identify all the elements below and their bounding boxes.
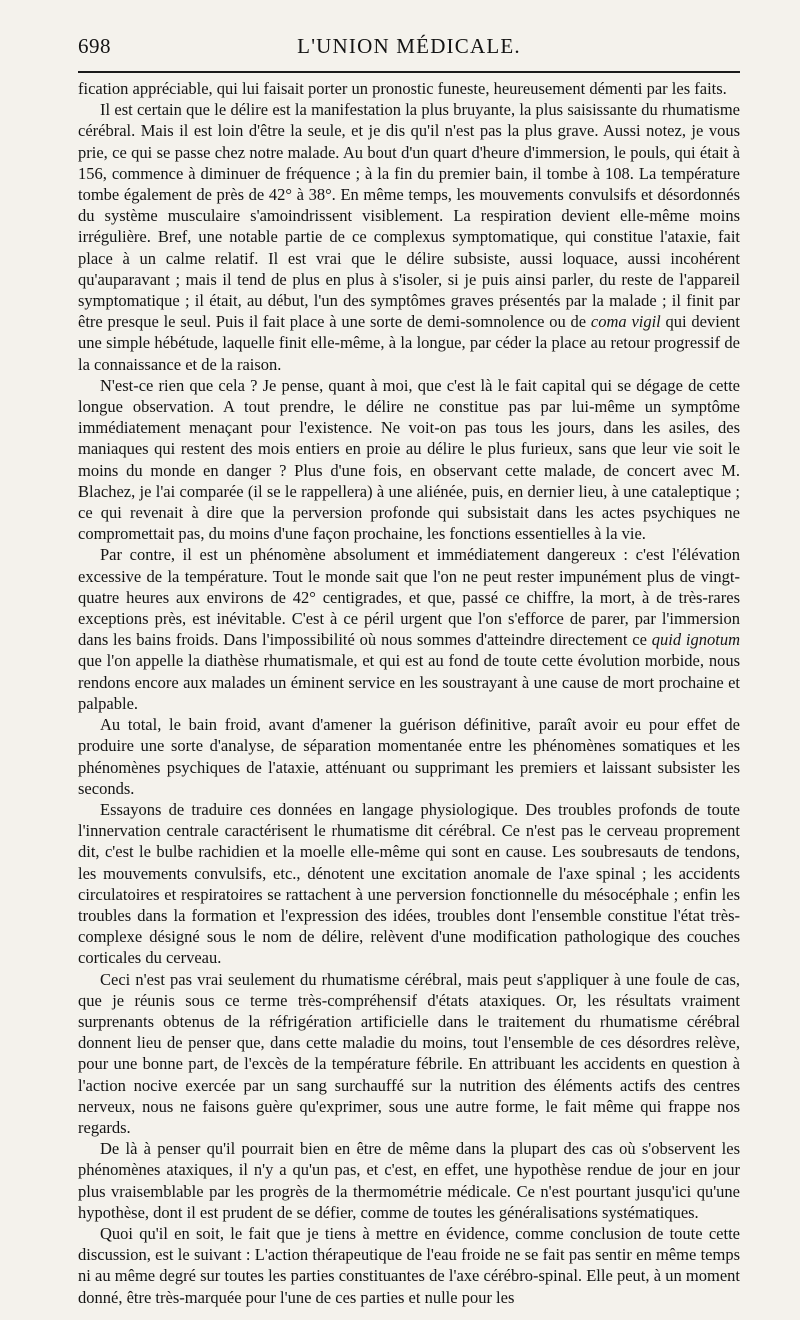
paragraph-text: Par contre, il est un phénomène absolument et immédiatement dangereux : c'est l'élévation excessive de la température. Tout le monde sait que l'on ne peut rester impunément plus de vingt-quatre heures aux environs de 42° centigrades, et que, passé ce chiffre, la mort, à de très-rares exceptions près, est inévitable. C'est à ce péril urgent que l'on s'efforce de parer, par l'immersion dans les bains froids. Dans l'impossibilité où nous sommes d'atteindre directement ce bbox=[78, 545, 740, 650]
italic-term: coma vigil bbox=[590, 312, 661, 332]
paragraph bbox=[78, 1138, 740, 1223]
header-rule bbox=[78, 71, 740, 73]
paragraph bbox=[78, 1223, 740, 1308]
body-text bbox=[78, 78, 740, 1308]
italic-term: quid ignotum bbox=[651, 630, 741, 650]
paragraph bbox=[78, 799, 740, 969]
paragraph-text: fication appréciable, qui lui faisait porter un pronostic funeste, heureusement démenti par les faits. bbox=[78, 79, 727, 98]
paragraph bbox=[78, 375, 740, 545]
paragraph bbox=[78, 714, 740, 799]
paragraph-text: qui devient une simple hébétude, laquelle finit elle-même, à la longue, par céder la place au retour progressif de la connaissance et de la raison. bbox=[78, 312, 740, 374]
paragraph-text: Quoi qu'il en soit, le fait que je tiens à mettre en évidence, comme conclusion de toute cette discussion, est le suivant : L'action thérapeutique de l'eau froide ne se fait pas sentir en même temps ni au même degré sur toutes les parties constituantes de l'axe cérébro-spinal. Elle peut, à un moment donné, être très-marquée pour l'une de ces parties et nulle pour les bbox=[78, 1223, 740, 1307]
page-header bbox=[78, 34, 740, 64]
paragraph-text: que l'on appelle la diathèse rhumatismale, et qui est au fond de toute cette évolution morbide, nous rendons encore aux malades un éminent service en les soustrayant à une cause de mort prochaine et palpable. bbox=[78, 651, 740, 713]
paragraph bbox=[78, 99, 740, 375]
paragraph bbox=[78, 544, 740, 714]
paragraph-text: De là à penser qu'il pourrait bien en être de même dans la plupart des cas où s'observent les phénomènes ataxiques, il n'y a qu'un pas, et c'est, en effet, une hypothèse rendue de jour en jour plus vraisemblable par les progrès de la thermométrie médicale. Ce n'est pourtant jusqu'ici qu'une hypothèse, dont il est prudent de se défier, comme de toutes les généralisations systématiques. bbox=[78, 1139, 740, 1222]
paragraph-text: Essayons de traduire ces données en langage physiologique. Des troubles profonds de toute l'innervation centrale caractérisent le rhumatisme dit cérébral. Ce n'est pas le cerveau proprement dit, c'est le bulbe rachidien et la moelle elle-même qui sont en cause. Les soubresauts de tendons, les mouvements convulsifs, etc., dénotent une excitation anomale de l'axe spinal ; les accidents circulatoires et respiratoires se rattachent à une perversion fonctionnelle du mésocéphale ; enfin les troubles dans la formation et l'expression des idées, troubles dont l'ensemble constitue l'état très-complexe désigné sous le nom de délire, relèvent d'une modification pathologique des couches corticales du cerveau. bbox=[78, 799, 740, 968]
paragraph bbox=[78, 78, 740, 99]
paragraph bbox=[78, 969, 740, 1139]
journal-title: L'UNION MÉDICALE. bbox=[297, 34, 521, 58]
page-number: 698 bbox=[78, 34, 111, 58]
paragraph-text: Au total, le bain froid, avant d'amener la guérison définitive, paraît avoir eu pour effet de produire une sorte d'analyse, de séparation momentanée entre les phénomènes somatiques et les phénomènes psychiques de l'ataxie, atténuant ou supprimant les premiers et laissant subsister les seconds. bbox=[78, 715, 740, 798]
paragraph-text: Il est certain que le délire est la manifestation la plus bruyante, la plus saisissante du rhumatisme cérébral. Mais il est loin d'être la seule, et je dis qu'il n'est pas la plus grave. Aussi notez, je vous prie, ce qui se passe chez notre malade. Au bout d'un quart d'heure d'immersion, le pouls, qui était à 156, commence à diminuer de fréquence ; à la fin du premier bain, il tombe à 108. La température tombe également de près de 42° à 38°. En même temps, les mouvements convulsifs et désordonnés du système musculaire s'amoindrissent visiblement. La respiration devient elle-même moins irrégulière. Bref, une notable partie de ce complexus symptomatique, qui constitue l'ataxie, fait place à un calme relatif. Il est vrai que le délire subsiste, aussi loquace, aussi incohérent qu'auparavant ; mais il tend de plus en plus à s'isoler, si je puis ainsi parler, du reste de l'appareil symptomatique ; il était, au début, l'un des symptômes graves présentés par la malade ; il finit par être presque le seul. Puis il fait place à une sorte de demi-somnolence ou de bbox=[78, 100, 740, 332]
paragraph-text: N'est-ce rien que cela ? Je pense, quant à moi, que c'est là le fait capital qui se dégage de cette longue observation. A tout prendre, le délire ne constitue pas par lui-même un symptôme immédiatement menaçant pour l'existence. Ne voit-on pas tous les jours, dans les asiles, des maniaques qui restent des mois entiers en proie au délire le plus furieux, sans que leur vie soit le moins du monde en danger ? Plus d'une fois, en observant cette malade, de concert avec M. Blachez, je l'ai comparée (il se le rappellera) à une aliénée, puis, en dernier lieu, à une cataleptique ; ce qui revenait à dire que la perversion profonde qui subsistait dans les actes psychiques ne compromettait pas, du moins d'une façon prochaine, les fonctions essentielles à la vie. bbox=[78, 375, 740, 544]
paragraph-text: Ceci n'est pas vrai seulement du rhumatisme cérébral, mais peut s'appliquer à une foule de cas, que je réunis sous ce terme très-compréhensif d'états ataxiques. Or, les résultats vraiment surprenants obtenus de la réfrigération artificielle dans le traitement du rhumatisme cérébral donnent lieu de penser que, dans cette maladie du moins, tout l'ensemble de ces désordres relève, pour une bonne part, de l'excès de la température fébrile. En attribuant les accidents en question à l'action nocive exercée par un sang surchauffé sur la nutrition des éléments actifs des centres nerveux, nous ne faisons guère qu'exprimer, sous une autre forme, le fait même qui frappe nos regards. bbox=[78, 969, 740, 1137]
